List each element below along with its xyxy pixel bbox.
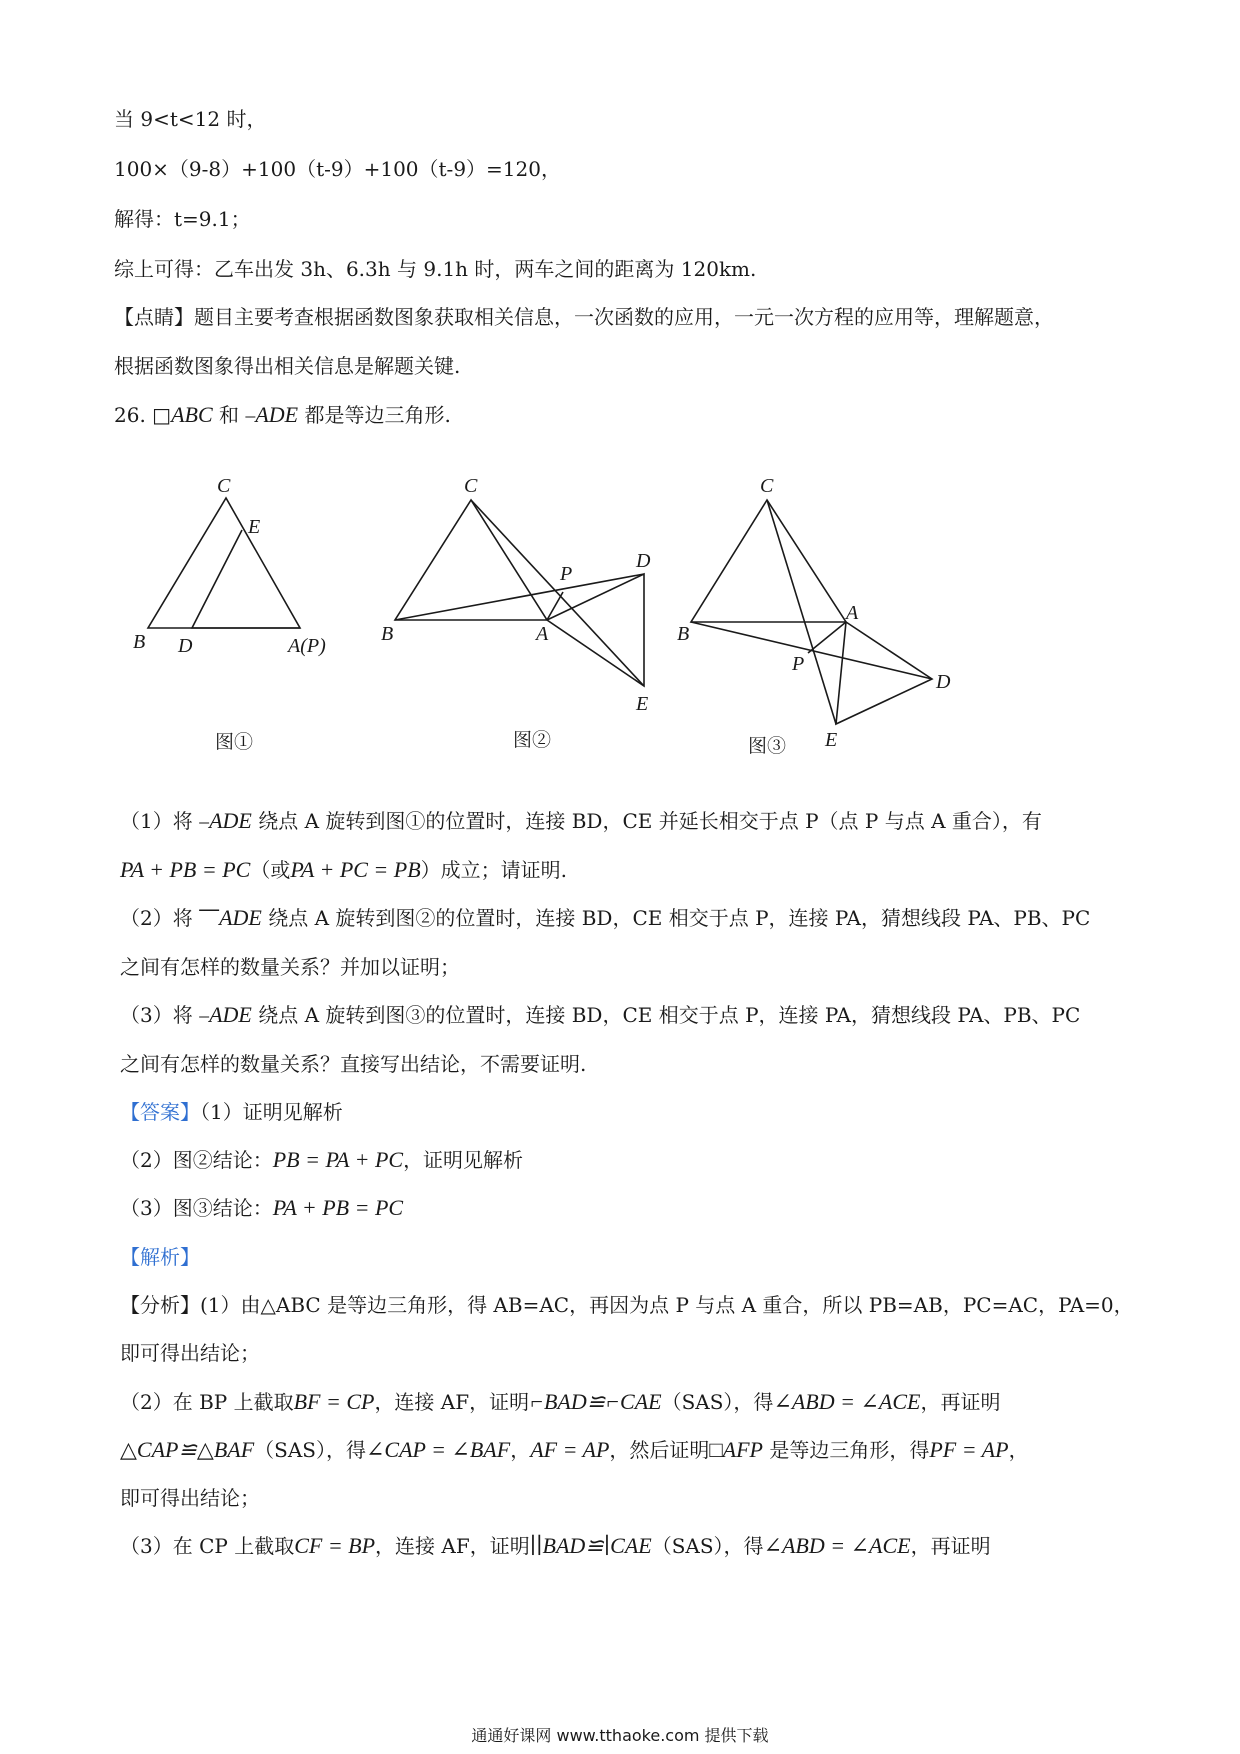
math: ∠ABD = ∠ACE xyxy=(763,1533,911,1558)
text: （SAS），得 xyxy=(651,1534,764,1558)
math: AF = AP xyxy=(530,1437,610,1462)
text-line: 【点睛】题目主要考查根据函数图象获取相关信息，一次函数的应用，一元一次方程的应用等，理解题意， xyxy=(114,305,1054,329)
text: ， xyxy=(510,1438,531,1462)
fig3-label-b: B xyxy=(677,623,690,645)
fig1-label-ap: A(P) xyxy=(288,635,326,657)
fig2-caption: 图② xyxy=(513,730,552,751)
question-2-cont: 之间有怎样的数量关系？并加以证明； xyxy=(120,955,460,979)
question-3 xyxy=(120,1001,1080,1029)
text: （2）将 ⎺ xyxy=(120,906,220,930)
text: （3）图③结论： xyxy=(120,1196,273,1220)
segment-ce xyxy=(471,500,644,686)
math: ADE xyxy=(255,402,299,427)
fig1-label-d: D xyxy=(178,635,193,657)
analysis-2-end: 即可得出结论； xyxy=(120,1486,260,1510)
segment-pa xyxy=(808,622,846,653)
segment-bd xyxy=(395,574,644,620)
text: ，再证明 xyxy=(920,1390,1001,1414)
text-line: 当 9<t<12 时， xyxy=(114,107,267,131)
text: （1）证明见解析 xyxy=(200,1100,343,1124)
math: ADE xyxy=(209,1002,252,1027)
analysis-1-cont: 即可得出结论； xyxy=(120,1341,260,1365)
answer-1 xyxy=(120,1098,343,1126)
fig3-label-e: E xyxy=(825,729,838,751)
math: BF = CP xyxy=(293,1389,375,1414)
text: 是等边三角形，得 xyxy=(763,1438,930,1462)
triangle-ade xyxy=(192,530,300,628)
triangle-abc xyxy=(395,500,547,620)
triangle-ade xyxy=(836,622,932,724)
fig2-label-e: E xyxy=(636,693,649,715)
fig2-label-c: C xyxy=(464,475,478,497)
analysis-2 xyxy=(120,1388,1000,1416)
footer: 通通好课网 www.tthaoke.com 提供下载 xyxy=(471,1726,769,1745)
text: ，连接 AF，证明 xyxy=(374,1390,530,1414)
question-2 xyxy=(120,904,1090,932)
text: 绕点 A 旋转到图①的位置时，连接 BD，CE 并延长相交于点 P（点 P 与点 A 重合），有 xyxy=(251,809,1042,833)
text: 绕点 A 旋转到图③的位置时，连接 BD，CE 相交于点 P，连接 PA，猜想线段 PA、PB、PC xyxy=(251,1003,1081,1027)
fig3-caption: 图③ xyxy=(748,736,787,757)
question-3-cont: 之间有怎样的数量关系？直接写出结论，不需要证明. xyxy=(120,1052,587,1076)
text: ，再证明 xyxy=(910,1534,991,1558)
question-1 xyxy=(120,807,1042,835)
fig2-label-d: D xyxy=(636,550,651,572)
fig2-label-p: P xyxy=(560,563,573,585)
fig3-label-d: D xyxy=(936,671,951,693)
text: （SAS），得 xyxy=(254,1438,366,1462)
analysis-label: 【解析】 xyxy=(120,1245,200,1269)
fig2-label-b: B xyxy=(381,623,394,645)
fig1-label-e: E xyxy=(248,516,261,538)
text: （或 xyxy=(250,858,291,882)
text-line: 综上可得：乙车出发 3h、6.3h 与 9.1h 时，两车之间的距离为 120km. xyxy=(114,257,757,281)
fig1-label-b: B xyxy=(133,631,146,653)
analysis-1: 【分析】(1）由△ABC 是等边三角形，得 AB=AC，再因为点 P 与点 A 重合，所以 PB=AB，PC=AC，PA=0， xyxy=(120,1293,1134,1317)
question-1-cont xyxy=(120,856,567,884)
text: 都是等边三角形. xyxy=(298,403,451,427)
segment-ce xyxy=(767,500,836,724)
math: ∣∣BAD≌∣CAE xyxy=(529,1533,652,1558)
text: ， xyxy=(1008,1438,1029,1462)
text: （3）在 CP 上截取 xyxy=(120,1534,295,1558)
analysis-tag xyxy=(120,1243,200,1271)
triangle-abc xyxy=(148,498,300,628)
text: ，然后证明 xyxy=(609,1438,710,1462)
text: 绕点 A 旋转到图②的位置时，连接 BD，CE 相交于点 P，连接 PA，猜想线段 PA、PB、PC xyxy=(261,906,1091,930)
text: （1）将 ⎯ xyxy=(120,809,210,833)
fig3-label-p: P xyxy=(792,653,805,675)
math: □AFP xyxy=(709,1437,763,1462)
text-line: 解得：t=9.1； xyxy=(114,207,251,231)
question-title xyxy=(114,401,451,429)
text: （2）在 BP 上截取 xyxy=(120,1390,294,1414)
fig1-label-c: C xyxy=(217,475,231,497)
figure-3 xyxy=(691,500,932,724)
fig1-caption: 图① xyxy=(215,732,254,753)
text: （SAS），得 xyxy=(661,1390,774,1414)
math: PA + PB = PC xyxy=(272,1195,404,1220)
text: （2）图②结论： xyxy=(120,1148,273,1172)
math: ∠ABD = ∠ACE xyxy=(773,1389,921,1414)
math: PF = AP xyxy=(929,1437,1009,1462)
text: （3）将 ⎯ xyxy=(120,1003,210,1027)
math: ⌐BAD≌⌐CAE xyxy=(529,1389,662,1414)
figure-1 xyxy=(148,498,300,628)
analysis-3 xyxy=(120,1532,991,1560)
math: PA + PB = PC xyxy=(120,857,251,882)
figures xyxy=(0,470,1240,770)
math: ADE xyxy=(209,808,252,833)
text-line: 根据函数图象得出相关信息是解题关键. xyxy=(114,354,461,378)
math: ADE xyxy=(219,905,262,930)
math: ABC xyxy=(171,402,213,427)
fig2-label-a: A xyxy=(536,623,549,645)
analysis-2-cont xyxy=(120,1436,1029,1464)
figure-2 xyxy=(395,500,644,686)
text: ，连接 AF，证明 xyxy=(375,1534,530,1558)
answer-2 xyxy=(120,1146,523,1174)
fig3-label-a: A xyxy=(846,602,859,624)
math: PA + PC = PB xyxy=(290,857,421,882)
math: ∠CAP = ∠BAF xyxy=(366,1437,511,1462)
math: △CAP≌△BAF xyxy=(120,1437,255,1462)
math: CF = BP xyxy=(294,1533,376,1558)
text-line: 100×（9-8）+100（t-9）+100（t-9）=120， xyxy=(114,157,561,181)
triangle-abc xyxy=(691,500,846,622)
text: 和 ⎯ xyxy=(212,403,256,427)
text: 26. □ xyxy=(114,403,172,427)
text: ，证明见解析 xyxy=(403,1148,524,1172)
fig3-label-c: C xyxy=(760,475,774,497)
answer-tag: 【答案】 xyxy=(120,1100,200,1124)
math: PB = PA + PC xyxy=(272,1147,404,1172)
answer-3 xyxy=(120,1194,403,1222)
text: ）成立；请证明. xyxy=(420,858,568,882)
